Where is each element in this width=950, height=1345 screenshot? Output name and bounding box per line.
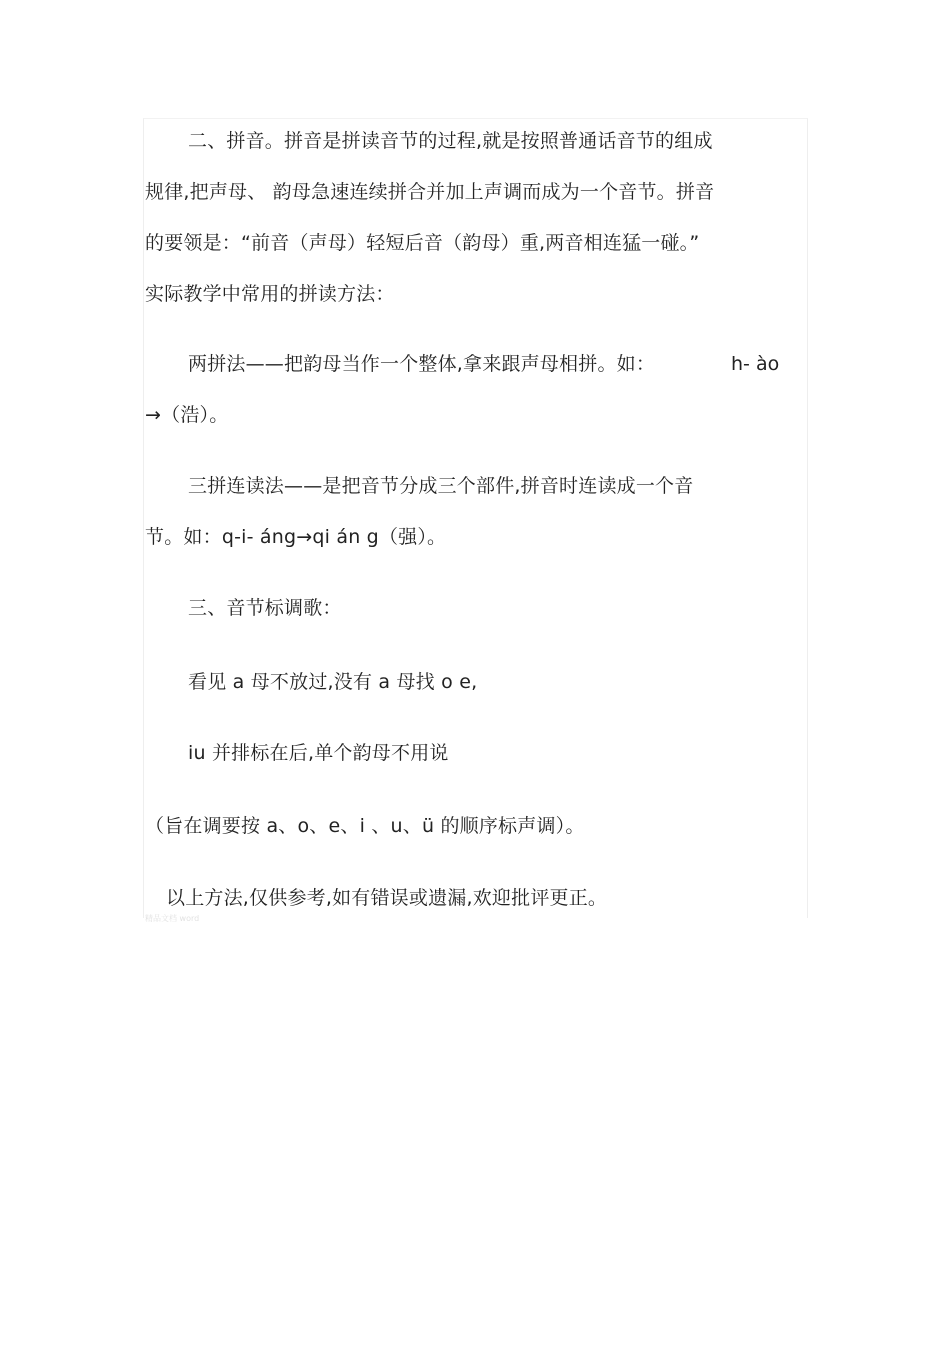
three-spell-suffix: （强）。 (378, 526, 447, 548)
two-spell-pinyin: h- ào (731, 353, 780, 375)
three-spell-pinyin: q-i- áng→qi án g (221, 526, 379, 548)
section3-note: （旨在调要按 a、o、e、i 、u、ü 的顺序标声调）。 (145, 815, 585, 837)
section2-line-2: 规律,把声母、 韵母急速连续拼合并加上声调而成为一个音节。拼音 (145, 181, 715, 203)
section3-verse-2: iu 并排标在后,单个韵母不用说 (188, 742, 449, 764)
section2-line-3: 的要领是：“前音（声母）轻短后音（韵母）重,两音相连猛一碰。” (145, 232, 700, 254)
closing-line: 以上方法,仅供参考,如有错误或遗漏,欢迎批评更正。 (166, 887, 608, 909)
three-spell-prefix: 节。如： (145, 526, 222, 548)
section2-line-1: 二、拼音。拼音是拼读音节的过程,就是按照普通话音节的组成 (188, 130, 713, 152)
two-spell-line-1: 两拼法——把韵母当作一个整体,拿来跟声母相拼。如： (188, 353, 656, 375)
three-spell-line-1: 三拼连读法——是把音节分成三个部件,拼音时连读成一个音 (188, 475, 694, 497)
section2-line-4: 实际教学中常用的拼读方法： (145, 283, 395, 305)
three-spell-line-2 (145, 525, 446, 549)
two-spell-line-2: →（浩）。 (145, 404, 229, 426)
section3-title: 三、音节标调歌： (188, 597, 342, 619)
section3-verse-1: 看见 a 母不放过,没有 a 母找 o e, (188, 671, 478, 693)
footer-watermark: 精品文档 word (145, 914, 200, 923)
